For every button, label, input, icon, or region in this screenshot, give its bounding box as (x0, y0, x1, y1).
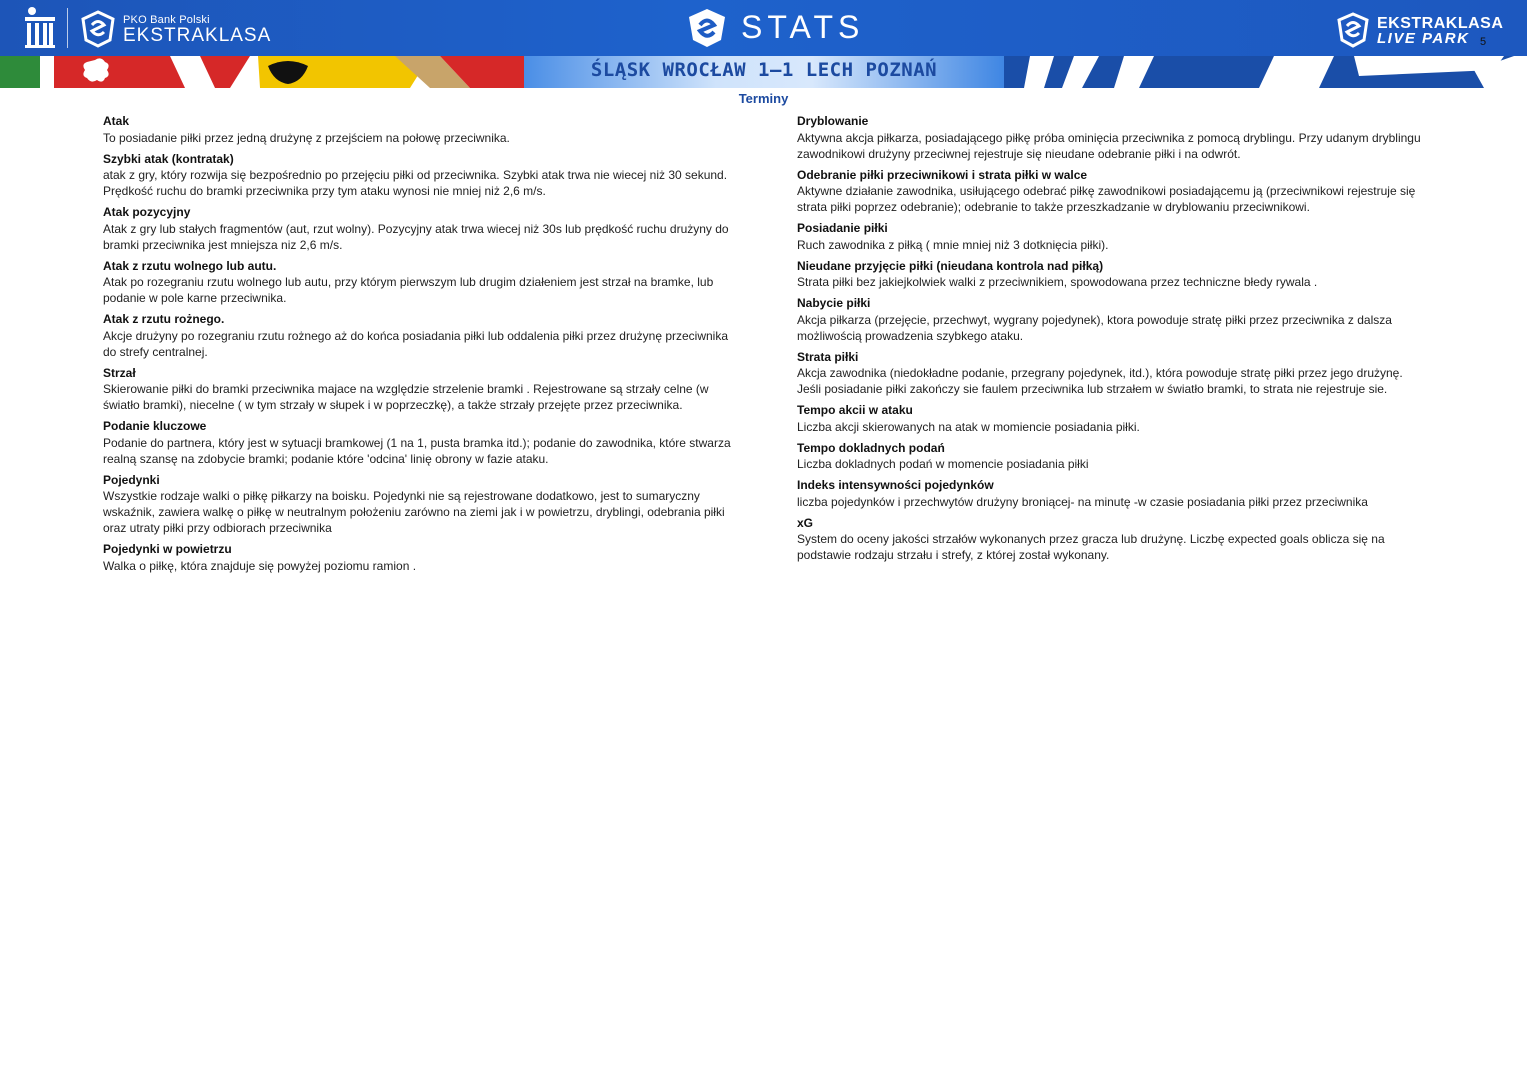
term-definition: Strata piłki bez jakiejkolwiek walki z przeciwnikiem, spowodowana przez techniczne błedy rywala . (797, 275, 1318, 289)
live-park-label-bottom: LIVE PARK (1377, 30, 1470, 47)
page-number: 5 (1480, 36, 1487, 48)
term-entry (797, 221, 1427, 253)
term-definition: Liczba dokladnych podań w momencie posiadania piłki (797, 457, 1089, 471)
term-entry (103, 312, 733, 360)
term-definition: Akcje drużyny po rozegraniu rzutu rożnego aż do końca posiadania piłki lub oddalenia piłki przez drużynę przeciwnika do strefy centralnej. (103, 328, 729, 359)
stats-logo-icon (686, 7, 728, 49)
term-entry (797, 114, 1427, 162)
pko-bank-label: PKO Bank Polski (123, 14, 210, 26)
term-definition: liczba pojedynków i przechwytów drużyny broniącej- na minutę -w czasie posiadania piłki przez przeciwnika (797, 494, 1368, 509)
term-name: Atak z rzutu wolnego lub autu. (103, 258, 277, 273)
home-crest-strip (0, 56, 524, 88)
term-name: Tempo akcii w ataku (797, 403, 913, 417)
away-crest-strip (1004, 56, 1527, 88)
term-definition: Aktywne działanie zawodnika, usiłującego odebrać piłkę zawodnikowi posiadającemu ją (przeciwnikowi rejestruje się strata piłki poprzez odebranie); odebranie to także przeszkadzanie w dryblowaniu przeciwnikowi. (797, 184, 1416, 214)
term-entry (103, 419, 733, 467)
term-name: Nieudane przyjęcie piłki (nieudana kontrola nad piłką) (797, 258, 1104, 273)
top-header (0, 0, 1527, 56)
pko-logo-icon (22, 5, 58, 49)
term-definition: Wszystkie rodzaje walki o piłkę piłkarzy na boisku. Pojedynki nie są rejestrowane dodatkowo, jest to sumaryczny wskaźnik, zawiera walkę o piłkę w neutralnym położeniu zarówno na ziemi jak i w powietrzu, dryblingi, odebrania piłki oraz utraty piłki przy odbiorach przeciwnika (103, 489, 725, 535)
term-definition: Liczba akcji skierowanych na atak w momiencie posiadania piłki. (797, 419, 1140, 434)
term-definition: Atak z gry lub stałych fragmentów (aut, rzut wolny). Pozycyjny atak trwa wiecej niż 30s lub prędkość ruchu drużyny do bramki przeciwnika jest mniejsza niz 2,6 m/s. (103, 221, 729, 252)
term-name: Strzał (103, 365, 136, 380)
ekstraklasa-badge-icon (80, 10, 116, 48)
ekstraklasa-label: EKSTRAKLASA (123, 25, 272, 46)
term-name: Atak (103, 114, 130, 128)
term-entry (797, 478, 1427, 510)
terms-left-column (103, 114, 733, 580)
term-name: Nabycie piłki (797, 296, 871, 310)
term-entry (797, 516, 1427, 564)
term-entry (103, 114, 733, 146)
term-definition: Akcja piłkarza (przejęcie, przechwyt, wygrany pojedynek), ktora powoduje stratę piłki przez przeciwnika z dalsza możliwością prowadzenia szybkego ataku. (797, 312, 1392, 343)
term-name: Indeks intensywności pojedynków (797, 478, 994, 492)
term-name: Dryblowanie (797, 114, 869, 128)
term-name: Pojedynki w powietrzu (103, 542, 232, 556)
term-name: xG (797, 515, 814, 530)
term-definition: Podanie do partnera, który jest w sytuacji bramkowej (1 na 1, pusta bramka itd.); podanie do zawodnika, które stwarza realną szansę na zdobycie bramki; podanie które 'odcina' linię obrony w fazie ataku. (103, 435, 731, 466)
term-name: Tempo dokladnych podań (797, 440, 945, 455)
term-entry (103, 259, 733, 307)
term-name: Odebranie piłki przeciwnikowi i strata piłki w walce (797, 167, 1088, 182)
term-name: Szybki atak (kontratak) (103, 151, 234, 166)
header-divider (67, 8, 68, 48)
term-name: Posiadanie piłki (797, 221, 888, 235)
term-entry (103, 473, 733, 537)
live-park-badge-icon (1336, 12, 1370, 48)
live-park-label-top: EKSTRAKLASA (1377, 15, 1504, 32)
term-entry (797, 403, 1427, 435)
term-definition: To posiadanie piłki przez jedną drużynę z przejściem na połowę przeciwnika. (103, 130, 510, 145)
slask-crest-graphic (0, 56, 524, 88)
term-definition: Skierowanie piłki do bramki przeciwnika majace na względzie strzelenie bramki . Rejestrowane są strzały celne (w światło bramki), niecelne ( w tym strzały w słupek i w poprzeczkę), a także strzały przejęte przez przeciwnika. (103, 382, 709, 412)
term-name: Pojedynki (103, 472, 160, 487)
term-definition: Aktywna akcja piłkarza, posiadającego piłkę próba ominięcia przeciwnika z pomocą dryblingu. Przy udanym dryblingu zawodnikowi drużyny przeciwnej rejestruje się nieudane odebranie piłki i na odwrót. (797, 130, 1421, 161)
term-entry (103, 205, 733, 253)
section-title: Terminy (738, 91, 789, 106)
term-name: Atak pozycyjny (103, 205, 191, 219)
term-definition: System do oceny jakości strzałów wykonanych przez gracza lub drużynę. Liczbę expected goals oblicza się na podstawie rodzaju strzału i strefy, z której został wykonany. (797, 532, 1385, 562)
term-entry (797, 259, 1427, 291)
term-entry (797, 296, 1427, 344)
term-definition: Ruch zawodnika z piłką ( mnie mniej niż 3 dotknięcia piłki). (797, 237, 1109, 252)
match-title: ŚLĄSK WROCŁAW 1–1 LECH POZNAŃ (590, 59, 938, 81)
term-entry (797, 168, 1427, 216)
term-entry (797, 350, 1427, 398)
term-entry (103, 542, 733, 574)
term-name: Podanie kluczowe (103, 419, 207, 433)
lech-crest-graphic (1004, 56, 1527, 88)
stats-title: STATS (741, 9, 865, 45)
term-name: Strata piłki (797, 349, 859, 364)
term-entry (797, 441, 1427, 473)
term-entry (103, 152, 733, 200)
term-definition: atak z gry, który rozwija się bezpośrednio po przejęciu piłki od przeciwnika. Szybki atak trwa nie wiecej niż 30 sekund. Prędkość ruchu do bramki przeciwnika przy tym ataku wynosi nie mniej niż 2,6 m/s. (103, 168, 728, 198)
term-definition: Atak po rozegraniu rzutu wolnego lub autu, przy którym pierwszym lub drugim działeniem jest strzał na bramke, lub podanie w pole karne przeciwnika. (103, 275, 714, 305)
term-definition: Walka o piłkę, która znajduje się powyżej poziomu ramion . (103, 558, 417, 573)
term-definition: Akcja zawodnika (niedokładne podanie, przegrany pojedynek, itd.), która powoduje stratę piłki przez jego drużynę. Jeśli posiadanie piłki zakończy sie faulem przeciwnika lub strzałem w światło bramki, to strata nie rejestruje sie. (797, 366, 1403, 396)
terms-right-column (797, 114, 1427, 569)
term-name: Atak z rzutu rożnego. (103, 312, 225, 326)
term-entry (103, 366, 733, 414)
